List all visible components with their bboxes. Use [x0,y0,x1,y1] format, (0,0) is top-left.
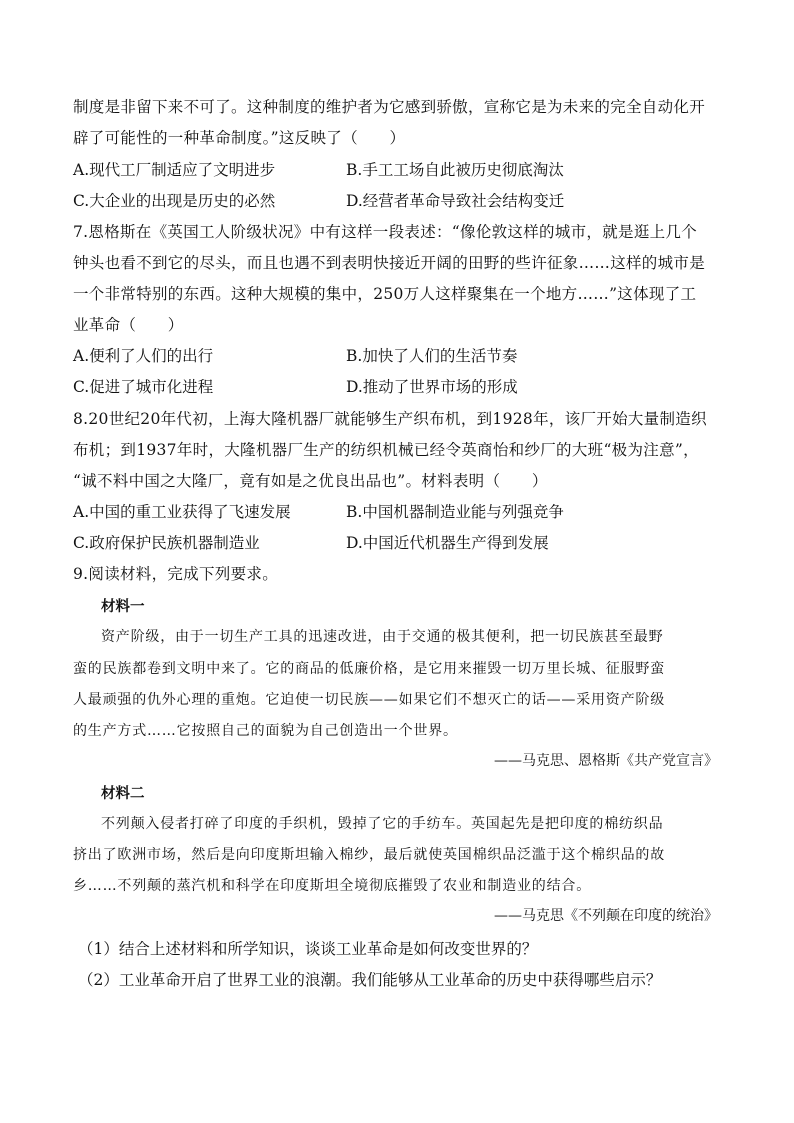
material-1-line-1: 资产阶级，由于一切生产工具的迅速改进，由于交通的极其便利，把一切民族甚至最野 [101,629,664,645]
q7-option-a: A.便利了人们的出行 [73,347,214,365]
q9-stem: 9.阅读材料，完成下列要求。 [73,565,278,583]
material-1-line-3: 人最顽强的仇外心理的重炮。它迫使一切民族——如果它们不想灭亡的话——采用资产阶级 [73,692,665,708]
q6-option-a: A.现代工厂制适应了文明进步 [73,161,276,179]
material-2-line-3: 乡……不列颠的蒸汽机和科学在印度斯坦全境彻底摧毁了农业和制造业的结合。 [73,878,591,894]
material-2-line-2: 挤出了欧洲市场，然后是向印度斯坦输入棉纱，最后就使英国棉织品泛滥于这个棉织品的故 [73,847,665,863]
q8-option-c: C.政府保护民族机器制造业 [73,534,260,552]
q8-stem-line-1: 8.20世纪20年代初，上海大隆机器厂就能够生产织布机，到1928年，该厂开始大量制造织 [73,410,707,428]
q9-subquestion-1: （1）结合上述材料和所学知识，谈谈工业革命是如何改变世界的？ [78,940,538,958]
q8-stem-line-3: “诚不料中国之大隆厂，竟有如是之优良出品也”。材料表明（ ） [73,472,548,490]
q8-option-d: D.中国近代机器生产得到发展 [346,534,549,552]
q7-stem-line-1: 7.恩格斯在《英国工人阶级状况》中有这样一段表述：“像伦敦这样的城市，就是逛上几个 [73,223,698,241]
material-2-title: 材料二 [101,785,145,802]
q8-stem-line-2: 布机；到1937年时，大隆机器厂生产的纺织机械已经令英商怡和纱厂的大班“极为注意”， [73,441,699,459]
q7-option-c: C.促进了城市化进程 [73,378,214,396]
q7-option-b: B.加快了人们的生活节奏 [346,347,518,365]
material-1-line-4: 的生产方式……它按照自己的面貌为自己创造出一个世界。 [73,723,458,739]
material-1-title: 材料一 [101,598,145,615]
intro-line-1: 制度是非留下来不可了。这种制度的维护者为它感到骄傲，宣称它是为未来的完全自动化开 [73,98,706,116]
q6-option-c: C.大企业的出现是历史的必然 [73,192,276,210]
q7-option-d: D.推动了世界市场的形成 [346,378,518,396]
q8-option-b: B.中国机器制造业能与列强竞争 [346,503,564,521]
intro-line-2: 辟了可能性的一种革命制度。”这反映了（ ） [73,129,406,147]
q9-subquestion-2: （2）工业革命开启了世界工业的浪潮。我们能够从工业革命的历史中获得哪些启示？ [78,971,662,989]
material-1-line-2: 蛮的民族都卷到文明中来了。它的商品的低廉价格，是它用来摧毁一切万里长城、征服野蛮 [73,661,665,677]
q6-option-d: D.经营者革命导致社会结构变迁 [346,192,565,210]
q7-stem-line-3: 一个非常特别的东西。这种大规模的集中，250万人这样聚集在一个地方……”这体现了工 [73,285,697,303]
q8-option-a: A.中国的重工业获得了飞速发展 [73,503,291,521]
material-1-source: ——马克思、恩格斯《共产党宣言》 [494,753,718,769]
q7-stem-line-2: 钟头也看不到它的尽头，而且也遇不到表明快接近开阔的田野的些许征象……这样的城市是 [73,254,706,272]
q6-option-b: B.手工工场自此被历史彻底淘汰 [346,161,564,179]
material-2-line-1: 不列颠入侵者打碎了印度的手织机，毁掉了它的手纺车。英国起先是把印度的棉纺织品 [101,816,664,832]
material-2-source: ——马克思《不列颠在印度的统治》 [494,908,718,924]
q7-stem-line-4: 业革命（ ） [73,316,184,334]
